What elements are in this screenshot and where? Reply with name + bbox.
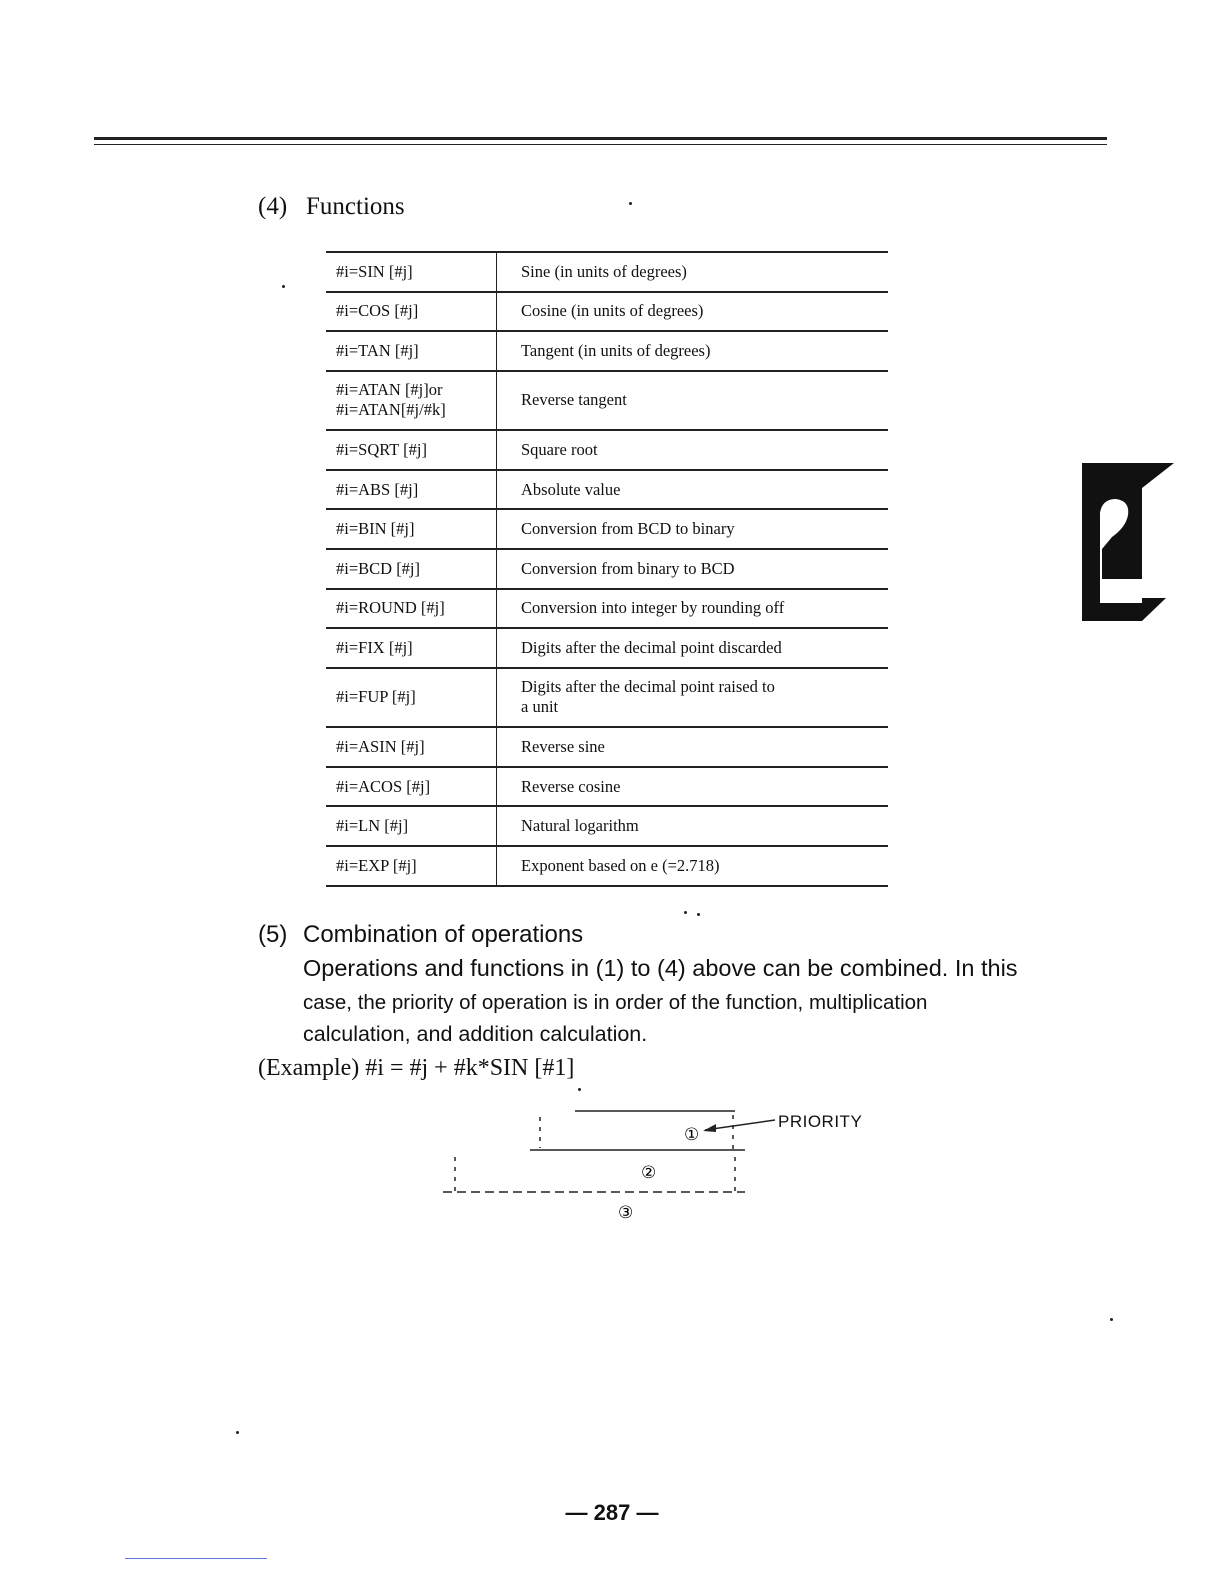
- function-expression: #i=TAN [#j]: [326, 331, 497, 371]
- scan-speck: [629, 202, 632, 205]
- function-description: Conversion from binary to BCD: [497, 549, 889, 589]
- section-4-title: Functions: [306, 193, 405, 220]
- scan-speck: [1110, 1318, 1113, 1321]
- example-expression: (Example) #i = #j + #k*SIN [#1]: [258, 1055, 575, 1081]
- function-description: Square root: [497, 430, 889, 470]
- function-description: Tangent (in units of degrees): [497, 331, 889, 371]
- function-description: Absolute value: [497, 470, 889, 510]
- section-5-text-line-2: case, the priority of operation is in order of the function, multiplication: [303, 991, 928, 1014]
- function-expression: #i=BCD [#j]: [326, 549, 497, 589]
- section-5-text-line-1: Operations and functions in (1) to (4) above can be combined. In this: [303, 955, 1018, 981]
- scan-speck: [236, 1431, 239, 1434]
- function-description: Sine (in units of degrees): [497, 252, 889, 292]
- function-expression: #i=ACOS [#j]: [326, 767, 497, 807]
- function-expression: #i=ATAN [#j]or #i=ATAN[#j/#k]: [326, 371, 497, 430]
- priority-marker-3: ③: [618, 1203, 634, 1222]
- function-expression: #i=ABS [#j]: [326, 470, 497, 510]
- function-description: Exponent based on e (=2.718): [497, 846, 889, 886]
- footer-link-line: [125, 1558, 267, 1559]
- scan-speck: [282, 285, 285, 288]
- function-description: Digits after the decimal point raised to a unit: [497, 668, 889, 727]
- function-description: Natural logarithm: [497, 806, 889, 846]
- scan-speck: [578, 1088, 581, 1091]
- function-expression: #i=LN [#j]: [326, 806, 497, 846]
- priority-marker-2: ②: [641, 1163, 657, 1182]
- function-description: Digits after the decimal point discarded: [497, 628, 889, 668]
- priority-arrowhead: [703, 1124, 716, 1132]
- scan-speck: [684, 911, 687, 914]
- function-description: Reverse sine: [497, 727, 889, 767]
- function-description: Reverse cosine: [497, 767, 889, 807]
- priority-marker-1: ①: [684, 1125, 700, 1144]
- function-expression: #i=EXP [#j]: [326, 846, 497, 886]
- section-4-number: (4): [258, 193, 288, 220]
- section-5-text-line-3: calculation, and addition calculation.: [303, 1022, 648, 1046]
- function-description: Cosine (in units of degrees): [497, 292, 889, 332]
- function-expression: #i=SQRT [#j]: [326, 430, 497, 470]
- section-5-title: Combination of operations: [303, 921, 584, 948]
- function-expression: #i=ROUND [#j]: [326, 589, 497, 629]
- priority-label: PRIORITY: [778, 1112, 863, 1131]
- function-expression: #i=COS [#j]: [326, 292, 497, 332]
- function-description: Conversion from BCD to binary: [497, 509, 889, 549]
- scan-speck: [697, 913, 700, 916]
- function-description: Conversion into integer by rounding off: [497, 589, 889, 629]
- function-description: Reverse tangent: [497, 371, 889, 430]
- function-expression: #i=FIX [#j]: [326, 628, 497, 668]
- function-expression: #i=SIN [#j]: [326, 252, 497, 292]
- function-expression: #i=ASIN [#j]: [326, 727, 497, 767]
- function-expression: #i=FUP [#j]: [326, 668, 497, 727]
- function-expression: #i=BIN [#j]: [326, 509, 497, 549]
- chapter-tab-icon: [1082, 463, 1174, 621]
- section-5-number: (5): [258, 921, 288, 948]
- page-number: — 287 —: [565, 1500, 659, 1525]
